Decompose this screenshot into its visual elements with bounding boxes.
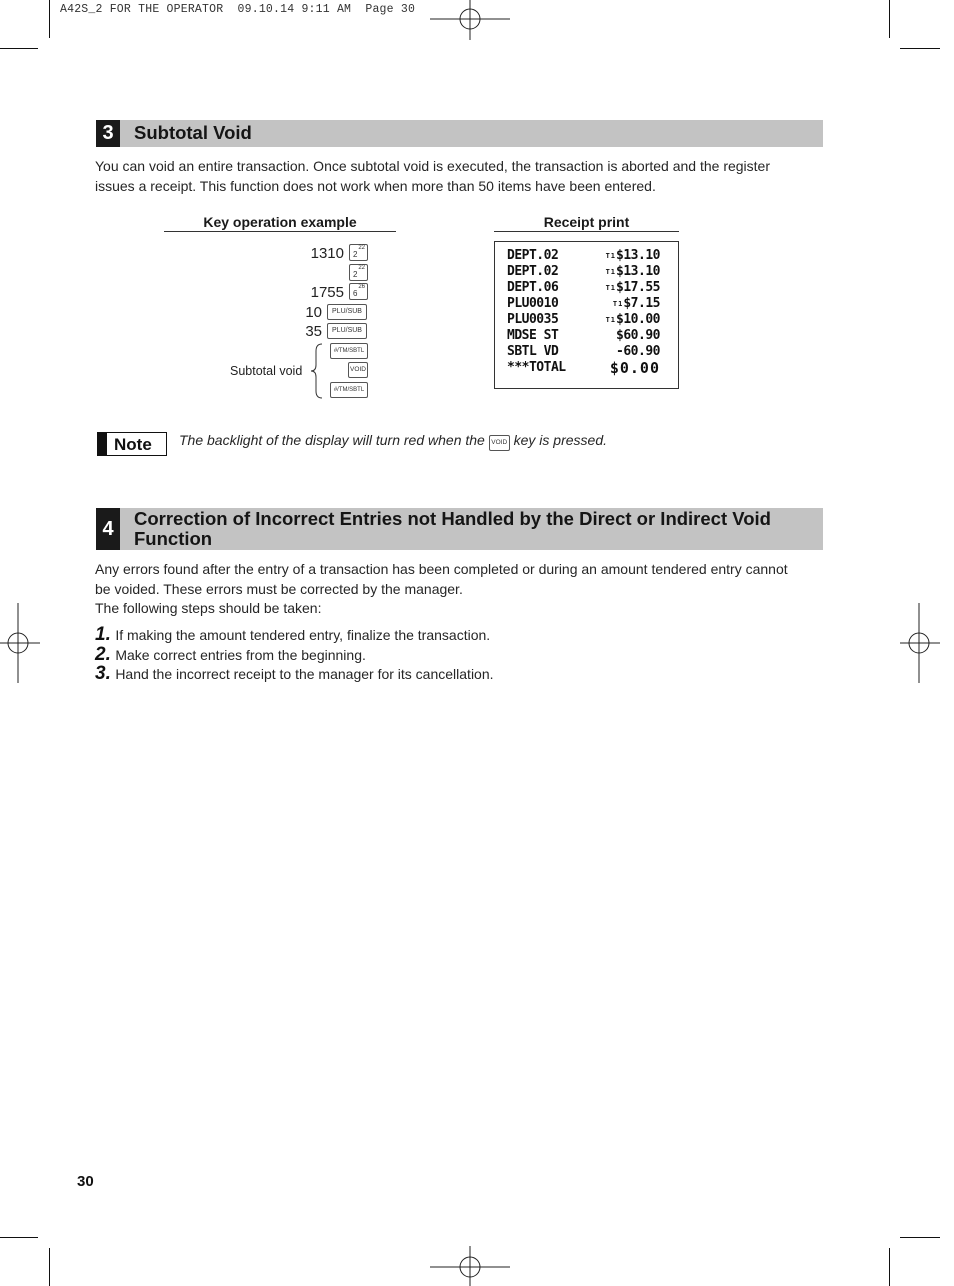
plu-sub-key: PLU/SUB	[327, 304, 367, 320]
section-title: Subtotal Void	[134, 122, 252, 143]
step-number: 1.	[95, 624, 111, 645]
entry-number: 1310	[310, 245, 344, 262]
receipt-line	[507, 312, 660, 328]
receipt-line-label: DEPT.02	[507, 264, 559, 279]
crop-mark	[49, 1248, 50, 1286]
note-label-text: Note	[114, 435, 152, 454]
receipt-line-value	[616, 344, 660, 360]
registration-mark-left	[0, 603, 40, 683]
receipt-line-label: DEPT.02	[507, 248, 559, 263]
dept-6-key	[349, 283, 368, 300]
receipt-line-value	[616, 328, 660, 344]
tax-status: T1	[605, 316, 617, 324]
receipt-amount: $17.55	[616, 280, 660, 295]
section-title-line: Correction of Incorrect Entries not Handled by the Direct or Indirect Void	[134, 508, 771, 529]
section-intro	[95, 157, 835, 196]
receipt-amount: $13.10	[616, 248, 660, 263]
key-superscript: 22	[358, 265, 365, 271]
step-item	[95, 644, 795, 664]
receipt-amount: $7.15	[623, 296, 660, 311]
crop-mark	[0, 1237, 38, 1238]
receipt-line-value	[606, 312, 660, 328]
receipt-amount: $10.00	[616, 312, 660, 327]
step-text: Hand the incorrect receipt to the manager for its cancellation.	[115, 666, 494, 682]
receipt-line-label: MDSE ST	[507, 328, 559, 343]
subtotal-void-label: Subtotal void	[230, 364, 303, 378]
subtotal-void-brace	[310, 343, 324, 399]
key-operation-heading: Key operation example	[164, 214, 396, 232]
tm-sbtl-key: #/TM/SBTL	[330, 382, 368, 398]
intro-line: be voided. These errors must be corrected by the manager.	[95, 580, 463, 597]
registration-mark-top	[430, 0, 510, 40]
receipt-line-value	[610, 360, 660, 376]
section-title	[134, 509, 771, 549]
receipt-line	[507, 328, 660, 344]
dept-2-key	[349, 244, 368, 261]
step-text: Make correct entries from the beginning.	[115, 646, 366, 663]
key-label: 2	[353, 250, 358, 259]
receipt-print-heading: Receipt print	[494, 214, 679, 232]
note-text-part: key is pressed.	[513, 432, 607, 448]
receipt-line	[507, 360, 660, 376]
plu-sub-key: PLU/SUB	[327, 323, 367, 339]
receipt-line	[507, 344, 660, 360]
intro-line: Any errors found after the entry of a transaction has been completed or during an amount tendered entry cannot	[95, 561, 788, 577]
receipt-line-value	[606, 248, 660, 264]
receipt-amount: -60.90	[616, 344, 660, 359]
step-item	[95, 663, 795, 683]
crop-mark	[900, 1237, 940, 1238]
section-title-line: Function	[134, 528, 213, 549]
tax-status: T1	[605, 268, 617, 276]
receipt-line-label: DEPT.06	[507, 280, 559, 295]
receipt-print	[494, 241, 679, 389]
receipt-amount: $60.90	[616, 328, 660, 343]
step-item	[95, 624, 795, 644]
intro-line: issues a receipt. This function does not work when more than 50 items have been entered.	[95, 177, 656, 194]
receipt-line-label: ***TOTAL	[507, 360, 566, 375]
entry-number: 1755	[310, 284, 344, 301]
page-number: 30	[77, 1173, 94, 1190]
receipt-amount: $13.10	[616, 264, 660, 279]
receipt-line-label: PLU0010	[507, 296, 559, 311]
step-text: If making the amount tendered entry, finalize the transaction.	[115, 627, 491, 643]
tax-status: T1	[605, 284, 617, 292]
receipt-line	[507, 248, 660, 264]
print-slug: A42S_2 FOR THE OPERATOR 09.10.14 9:11 AM Page 30	[60, 3, 416, 16]
crop-mark	[0, 48, 38, 49]
intro-line: The following steps should be taken:	[95, 600, 322, 616]
tax-status: T1	[605, 252, 617, 260]
receipt-line-value	[606, 264, 660, 280]
key-superscript: 26	[358, 284, 365, 290]
note-text	[179, 432, 607, 451]
section-number: 4	[96, 508, 120, 550]
step-list	[95, 624, 795, 683]
tax-status: T1	[612, 300, 624, 308]
receipt-line	[507, 280, 660, 296]
void-key: VOID	[489, 435, 510, 451]
section-number: 3	[96, 120, 120, 147]
receipt-line-label: SBTL VD	[507, 344, 559, 359]
void-key: VOID	[348, 362, 368, 378]
crop-mark	[889, 1248, 890, 1286]
key-superscript: 22	[358, 245, 365, 251]
key-label: 2	[353, 270, 358, 279]
receipt-amount: $0.00	[609, 359, 660, 377]
registration-mark-bottom	[430, 1246, 510, 1286]
receipt-line-value	[606, 280, 660, 296]
note-text-part: The backlight of the display will turn red when the	[179, 432, 485, 448]
crop-mark	[49, 0, 50, 38]
section-intro	[95, 560, 835, 619]
dept-2-key	[349, 264, 368, 281]
crop-mark	[900, 48, 940, 49]
note-label-bar	[98, 433, 107, 455]
step-number: 3.	[95, 663, 111, 684]
receipt-line	[507, 296, 660, 312]
entry-number: 35	[305, 323, 322, 340]
receipt-line	[507, 264, 660, 280]
intro-line: You can void an entire transaction. Once subtotal void is executed, the transaction is aborted and the register	[95, 158, 771, 174]
step-number: 2.	[95, 643, 111, 665]
crop-mark	[889, 0, 890, 38]
receipt-line-value	[613, 296, 660, 312]
registration-mark-right	[900, 603, 940, 683]
entry-number: 10	[305, 304, 322, 321]
tm-sbtl-key: #/TM/SBTL	[330, 343, 368, 359]
note-label	[97, 432, 167, 456]
key-label: 6	[353, 289, 358, 298]
receipt-line-label: PLU0035	[507, 312, 559, 327]
